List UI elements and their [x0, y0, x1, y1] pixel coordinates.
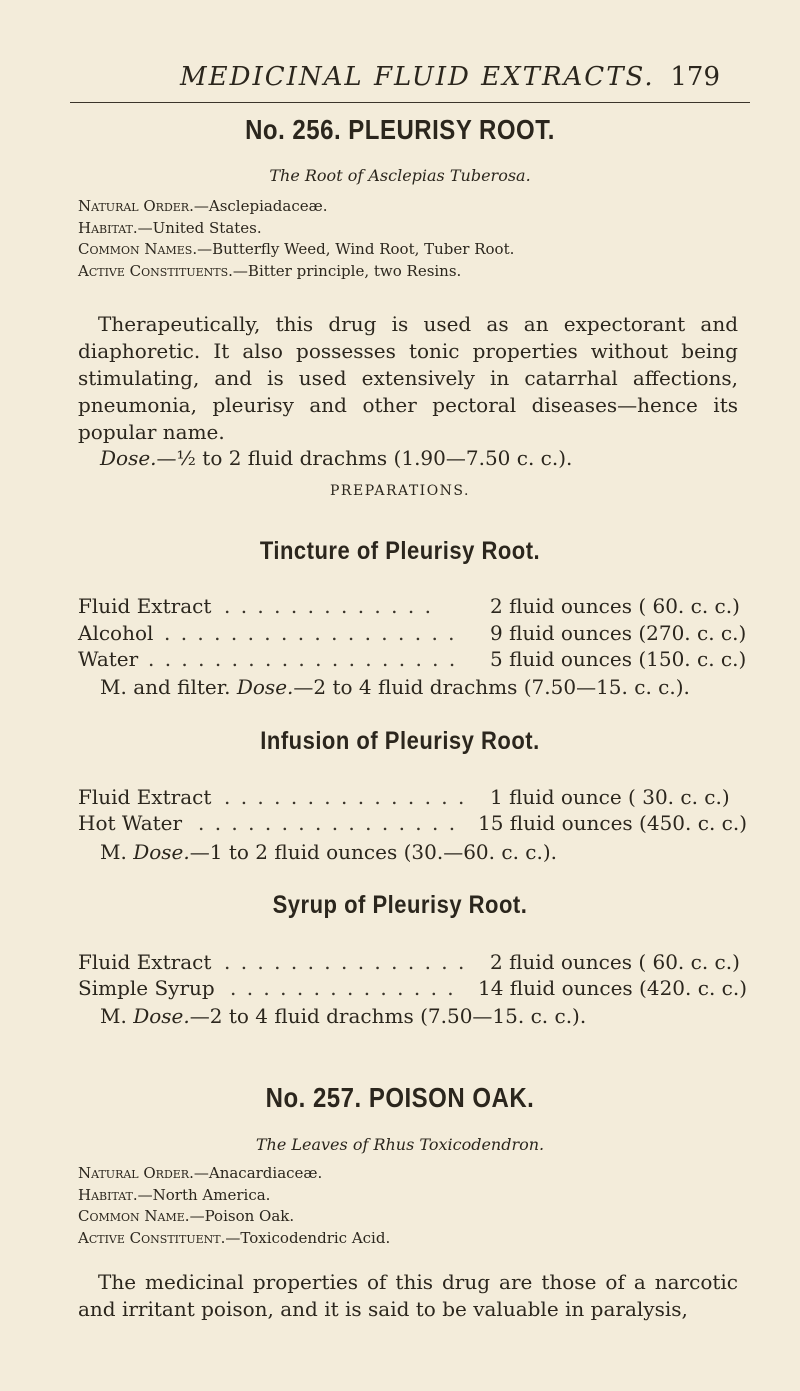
leader-dots: . . . . . . . . . . . . . . .	[224, 785, 467, 809]
recipe-infusion-title: Infusion of Pleurisy Root.	[260, 726, 540, 755]
entry-257-subtitle: The Leaves of Rhus Toxicodendron.	[255, 1135, 545, 1154]
recipe-infusion-method: M. Dose.—1 to 2 fluid ounces (30.—60. c. c.).	[100, 840, 557, 864]
preparations-label: PREPARATIONS.	[330, 483, 470, 499]
recipe-syrup-title: Syrup of Pleurisy Root.	[272, 890, 528, 919]
meta-natural-order: Natural Order.—Asclepiadaceæ.	[78, 197, 328, 215]
page-number: 179	[670, 62, 720, 92]
entry-256-paragraph: Therapeutically, this drug is used as an expectorant and diaphoretic. It also possesses tonic properties without being stimulating, and is used extensively in catarrhal affections, pneumonia, pleurisy and other pectoral diseases—hence its popular name.	[78, 312, 738, 444]
recipe-row: Fluid Extract . . . . . . . . . . . . . 2 fluid ounces ( 60. c. c.)	[78, 594, 740, 618]
meta-natural-order: Natural Order.—Anacardiaceæ.	[78, 1164, 323, 1182]
entry-256-subtitle: The Root of Asclepias Tuberosa.	[269, 166, 531, 185]
recipe-syrup-method: M. Dose.—2 to 4 fluid drachms (7.50—15. c. c.).	[100, 1004, 587, 1028]
entry-257-heading: No. 257. POISON OAK.	[265, 1082, 535, 1114]
leader-dots: . . . . . . . . . . . . . . .	[224, 950, 467, 974]
meta-common-name: Common Name.—Poison Oak.	[78, 1207, 295, 1225]
entry-256-heading: No. 256. PLEURISY ROOT.	[245, 114, 555, 146]
entry-257-meta	[78, 1163, 778, 1249]
meta-active-constituents: Active Constituents.—Bitter principle, two Resins.	[78, 261, 462, 280]
leader-dots: . . . . . . . . . . . . . . . . . . .	[148, 647, 458, 671]
leader-dots: . . . . . . . . . . . . . . . . . .	[164, 621, 457, 645]
entry-257-paragraph: The medicinal properties of this drug are those of a narcotic and irritant poison, and it is said to be valuable in paralysis,	[78, 1270, 738, 1321]
recipe-tincture-title: Tincture of Pleurisy Root.	[259, 536, 541, 565]
running-head	[70, 58, 750, 103]
recipe-row: Fluid Extract . . . . . . . . . . . . . . . 1 fluid ounce ( 30. c. c.)	[78, 785, 730, 809]
meta-habitat: Habitat.—North America.	[78, 1185, 271, 1204]
meta-common-names: Common Names.—Butterfly Weed, Wind Root, Tuber Root.	[78, 240, 515, 258]
entry-256-dose: Dose.—½ to 2 fluid drachms (1.90—7.50 c. c.).	[100, 446, 573, 470]
recipe-row: Water . . . . . . . . . . . . . . . . . . . 5 fluid ounces (150. c. c.)	[78, 647, 747, 671]
meta-habitat: Habitat.—United States.	[78, 218, 262, 237]
recipe-tincture-method: M. and filter. Dose.—2 to 4 fluid drachms (7.50—15. c. c.).	[100, 675, 690, 699]
leader-dots: . . . . . . . . . . . . . . . .	[198, 811, 458, 835]
running-head-title: MEDICINAL FLUID EXTRACTS.	[180, 62, 655, 92]
recipe-row: Simple Syrup . . . . . . . . . . . . . . 14 fluid ounces (420. c. c.)	[78, 976, 748, 1000]
recipe-row: Fluid Extract . . . . . . . . . . . . . . . 2 fluid ounces ( 60. c. c.)	[78, 950, 740, 974]
entry-256-meta	[78, 196, 778, 282]
meta-active-constituent: Active Constituent.—Toxicodendric Acid.	[78, 1228, 391, 1247]
leader-dots: . . . . . . . . . . . . .	[224, 594, 433, 618]
recipe-row: Alcohol . . . . . . . . . . . . . . . . . . 9 fluid ounces (270. c. c.)	[78, 621, 747, 645]
recipe-row: Hot Water . . . . . . . . . . . . . . . . 15 fluid ounces (450. c. c.)	[78, 811, 748, 835]
leader-dots: . . . . . . . . . . . . . .	[230, 976, 456, 1000]
